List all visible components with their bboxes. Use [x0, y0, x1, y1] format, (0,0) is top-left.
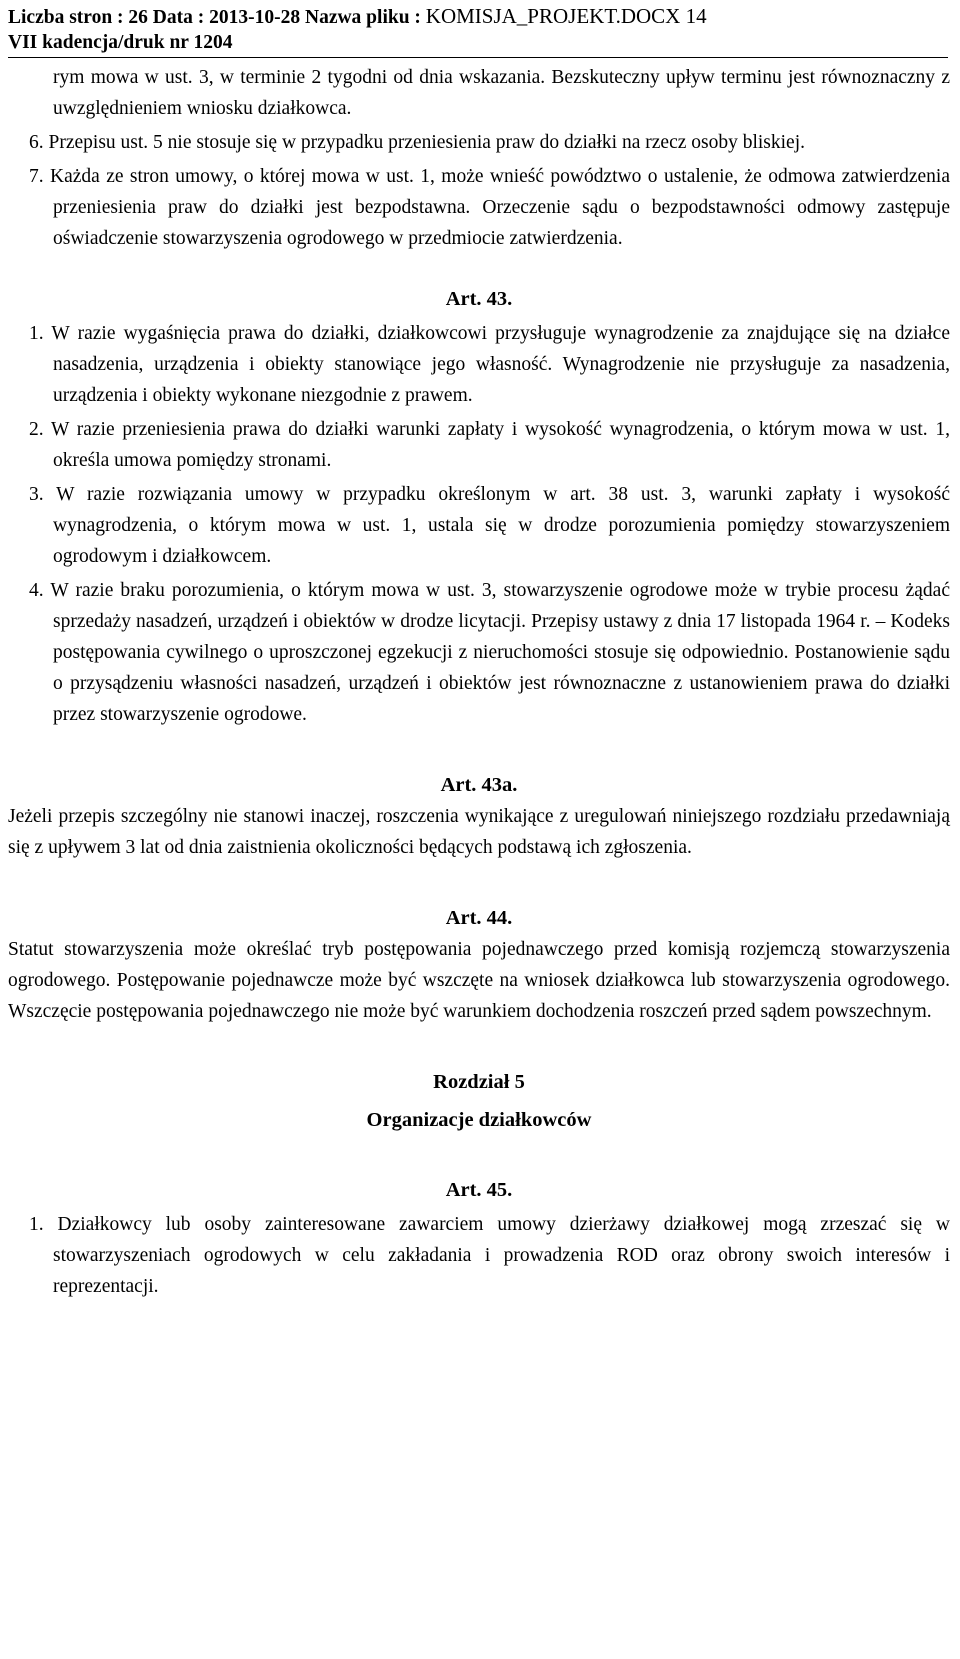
article-45-title: Art. 45.	[445, 1179, 513, 1201]
header-filename: KOMISJA_PROJEKT.DOCX 14	[425, 4, 707, 28]
page-header	[8, 0, 948, 58]
article-45-paragraph-1: 1. Działkowcy lub osoby zainteresowane zawarciem umowy dzierżawy działkowej mogą zrzeszać się w stowarzyszeniach ogrodowych w celu zakładania i prowadzenia ROD oraz obrony swoich interesów i reprezentacji.	[29, 1214, 950, 1297]
article-43-paragraph-3: 3. W razie rozwiązania umowy w przypadku określonym w art. 38 ust. 3, warunki zapłaty i wysokość wynagrodzenia, o którym mowa w ust. 1, ustala się w drodze porozumienia pomiędzy stowarzyszeniem ogrodowym i działkowcem.	[29, 484, 950, 567]
article-44-title: Art. 44.	[445, 907, 513, 929]
article-43-title: Art. 43.	[445, 288, 513, 310]
article-43a-title: Art. 43a.	[440, 774, 518, 796]
chapter-title: Organizacje działkowców	[366, 1109, 592, 1131]
article-44-text: Statut stowarzyszenia może określać tryb postępowania pojednawczego przed komisją rozjemczą stowarzyszenia ogrodowego. Postępowanie pojednawcze może być wszczęte na wniosek działkowca lub stowarzyszenia ogrodowego. Wszczęcie postępowania pojednawczego nie może być warunkiem dochodzenia roszczeń przed sądem powszechnym.	[8, 939, 950, 1022]
article-43-paragraph-4: 4. W razie braku porozumienia, o którym mowa w ust. 3, stowarzyszenie ogrodowe może w trybie procesu żądać sprzedaży nasadzeń, urządzeń i obiektów w drodze licytacji. Przepisy ustawy z dnia 17 listopada 1964 r. – Kodeks postępowania cywilnego o uproszczonej egzekucji z nieruchomości stosuje się odpowiednio. Postanowienie sądu o przysądzeniu własności nasadzeń, urządzeń i obiektów jest równoznaczne z ustanowieniem prawa do działki przez stowarzyszenie ogrodowe.	[29, 580, 950, 725]
article-43a-text: Jeżeli przepis szczególny nie stanowi inaczej, roszczenia wynikające z uregulowań niniejszego rozdziału przedawniają się z upływem 3 lat od dnia zaistnienia okoliczności będących podstawą ich zgłoszenia.	[8, 806, 950, 858]
chapter-number: Rozdział 5	[433, 1071, 525, 1093]
article-43-paragraph-1: 1. W razie wygaśnięcia prawa do działki, działkowcowi przysługuje wynagrodzenie za znajdujące się na działce nasadzenia, urządzenia i obiekty stanowiące jego własność. Wynagrodzenie nie przysługuje za nasadzenia, urządzenia i obiekty wykonane niezgodnie z prawem.	[29, 323, 950, 406]
document-body	[8, 62, 950, 1302]
paragraph-continuation: rym mowa w ust. 3, w terminie 2 tygodni od dnia wskazania. Bezskuteczny upływ terminu jest równoznaczny z uwzględnieniem wniosku działkowca.	[53, 67, 950, 119]
article-43-paragraph-2: 2. W razie przeniesienia prawa do działki warunki zapłaty i wysokość wynagrodzenia, o którym mowa w ust. 1, określa umowa pomiędzy stronami.	[29, 419, 950, 471]
header-line-2: VII kadencja/druk nr 1204	[8, 32, 233, 53]
header-meta: Liczba stron : 26 Data : 2013-10-28 Nazwa pliku :	[8, 7, 426, 28]
paragraph-6: 6. Przepisu ust. 5 nie stosuje się w przypadku przeniesienia praw do działki na rzecz osoby bliskiej.	[29, 132, 806, 153]
header-line-1	[8, 4, 948, 30]
paragraph-7: 7. Każda ze stron umowy, o której mowa w ust. 1, może wnieść powództwo o ustalenie, że odmowa zatwierdzenia przeniesienia praw do działki jest bezpodstawna. Orzeczenie sądu o bezpodstawności odmowy zastępuje oświadczenie stowarzyszenia ogrodowego w przedmiocie zatwierdzenia.	[29, 166, 950, 249]
